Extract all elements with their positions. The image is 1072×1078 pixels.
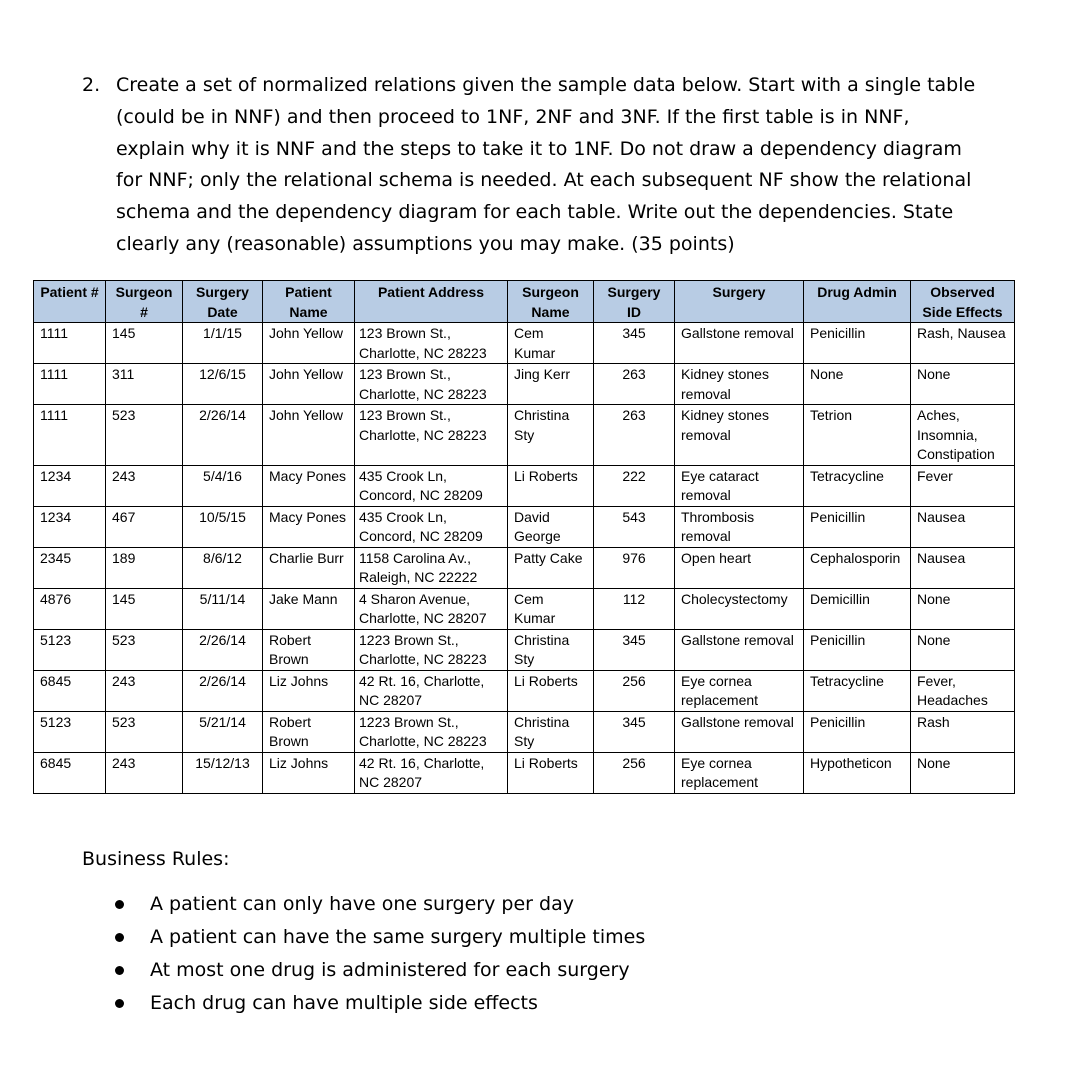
cell-surgeon-num: 189 [106, 547, 183, 588]
cell-surgery-id: 976 [594, 547, 675, 588]
cell-surgeon-name: Christina Sty [508, 629, 594, 670]
cell-surgery-id: 256 [594, 670, 675, 711]
cell-drug-admin: Penicillin [804, 629, 911, 670]
col-header-surgery: Surgery [675, 281, 804, 323]
bullet-icon [115, 900, 124, 909]
cell-surgeon-name: Li Roberts [508, 465, 594, 506]
cell-side-effects: Rash [911, 711, 1015, 752]
question-number: 2. [82, 74, 101, 96]
rule-text: Each drug can have multiple side effects [150, 992, 538, 1014]
cell-surgeon-num: 311 [106, 364, 183, 405]
table-row [34, 711, 1015, 752]
cell-patient-address: 1158 Carolina Av., Raleigh, NC 22222 [355, 547, 508, 588]
table-row [34, 405, 1015, 466]
cell-surgery-id: 543 [594, 506, 675, 547]
cell-patient-address: 435 Crook Ln, Concord, NC 28209 [355, 506, 508, 547]
cell-surgery-date: 12/6/15 [183, 364, 263, 405]
cell-patient-name: Macy Pones [263, 465, 355, 506]
cell-patient-name: Jake Mann [263, 588, 355, 629]
cell-surgery-id: 345 [594, 711, 675, 752]
cell-patient-num: 1111 [34, 323, 106, 364]
cell-surgeon-name: Cem Kumar [508, 588, 594, 629]
list-item [112, 888, 645, 921]
question-text: Create a set of normalized relations given the sample data below. Start with a single table (could be in NNF) and then proceed to 1NF, 2NF and 3NF. If the first table is in NNF, explain why it is NNF and the steps to take it to 1NF. Do not draw a dependency diagram for NNF; only the relational schema is needed. At each subsequent NF show the relational schema and the dependency diagram for each table. Write out the dependencies. State clearly any (reasonable) assumptions you may make. (35 points) [116, 74, 976, 255]
col-header-surgeon-name: Surgeon Name [508, 281, 594, 323]
cell-surgery-id: 345 [594, 323, 675, 364]
rule-text: A patient can have the same surgery multiple times [150, 926, 646, 948]
cell-surgeon-name: David George [508, 506, 594, 547]
cell-patient-num: 4876 [34, 588, 106, 629]
cell-surgeon-num: 243 [106, 670, 183, 711]
cell-surgeon-name: Christina Sty [508, 711, 594, 752]
cell-drug-admin: Tetracycline [804, 670, 911, 711]
cell-surgeon-name: Cem Kumar [508, 323, 594, 364]
col-header-surgeon-num: Surgeon # [106, 281, 183, 323]
cell-patient-address: 435 Crook Ln, Concord, NC 28209 [355, 465, 508, 506]
cell-side-effects: None [911, 364, 1015, 405]
table-row [34, 465, 1015, 506]
rule-text: At most one drug is administered for each surgery [150, 959, 630, 981]
cell-patient-name: Liz Johns [263, 752, 355, 793]
business-rules-list [112, 888, 645, 1020]
cell-drug-admin: Cephalosporin [804, 547, 911, 588]
list-item [112, 954, 645, 987]
cell-surgery: Gallstone removal [675, 323, 804, 364]
cell-surgery-date: 2/26/14 [183, 629, 263, 670]
cell-surgeon-num: 145 [106, 588, 183, 629]
cell-side-effects: Nausea [911, 506, 1015, 547]
cell-drug-admin: Penicillin [804, 711, 911, 752]
cell-surgery-id: 112 [594, 588, 675, 629]
cell-drug-admin: Penicillin [804, 506, 911, 547]
cell-surgeon-num: 145 [106, 323, 183, 364]
cell-surgery: Eye cornea replacement [675, 752, 804, 793]
cell-drug-admin: Tetracycline [804, 465, 911, 506]
cell-drug-admin: Demicillin [804, 588, 911, 629]
cell-surgery-id: 345 [594, 629, 675, 670]
cell-surgeon-num: 243 [106, 465, 183, 506]
cell-surgeon-num: 523 [106, 405, 183, 466]
col-header-surgery-date: Surgery Date [183, 281, 263, 323]
cell-side-effects: Fever [911, 465, 1015, 506]
cell-patient-address: 42 Rt. 16, Charlotte, NC 28207 [355, 670, 508, 711]
table-header-row [34, 281, 1015, 323]
bullet-icon [115, 999, 124, 1008]
cell-drug-admin: Penicillin [804, 323, 911, 364]
cell-patient-name: Robert Brown [263, 711, 355, 752]
cell-surgery-id: 222 [594, 465, 675, 506]
cell-side-effects: Nausea [911, 547, 1015, 588]
cell-patient-name: John Yellow [263, 323, 355, 364]
cell-surgery-date: 8/6/12 [183, 547, 263, 588]
cell-surgery-date: 10/5/15 [183, 506, 263, 547]
col-header-patient-name: Patient Name [263, 281, 355, 323]
cell-side-effects: None [911, 588, 1015, 629]
col-header-patient-num: Patient # [34, 281, 106, 323]
table-row [34, 323, 1015, 364]
cell-surgery-date: 5/4/16 [183, 465, 263, 506]
cell-drug-admin: Hypotheticon [804, 752, 911, 793]
cell-surgeon-num: 523 [106, 629, 183, 670]
bullet-icon [115, 933, 124, 942]
cell-patient-num: 1234 [34, 506, 106, 547]
cell-surgery: Thrombosis removal [675, 506, 804, 547]
cell-patient-num: 5123 [34, 711, 106, 752]
cell-side-effects: Aches, Insomnia, Constipation [911, 405, 1015, 466]
sample-data-table [33, 280, 1015, 794]
col-header-surgery-id: Surgery ID [594, 281, 675, 323]
cell-surgery-date: 2/26/14 [183, 670, 263, 711]
cell-patient-num: 5123 [34, 629, 106, 670]
cell-surgeon-name: Christina Sty [508, 405, 594, 466]
cell-side-effects: None [911, 752, 1015, 793]
cell-patient-num: 1111 [34, 364, 106, 405]
cell-patient-num: 1234 [34, 465, 106, 506]
col-header-patient-address: Patient Address [355, 281, 508, 323]
cell-surgeon-num: 243 [106, 752, 183, 793]
cell-surgeon-name: Li Roberts [508, 670, 594, 711]
cell-surgery: Gallstone removal [675, 629, 804, 670]
col-header-drug-admin: Drug Admin [804, 281, 911, 323]
cell-surgery: Eye cornea replacement [675, 670, 804, 711]
cell-side-effects: Rash, Nausea [911, 323, 1015, 364]
cell-surgery: Gallstone removal [675, 711, 804, 752]
cell-surgery-id: 256 [594, 752, 675, 793]
cell-surgery: Eye cataract removal [675, 465, 804, 506]
business-rules-title: Business Rules: [82, 848, 230, 870]
cell-patient-name: Robert Brown [263, 629, 355, 670]
table-row [34, 364, 1015, 405]
table-row [34, 547, 1015, 588]
cell-patient-address: 1223 Brown St., Charlotte, NC 28223 [355, 629, 508, 670]
list-item [112, 987, 645, 1020]
cell-surgery-id: 263 [594, 405, 675, 466]
bullet-icon [115, 966, 124, 975]
cell-patient-address: 123 Brown St., Charlotte, NC 28223 [355, 323, 508, 364]
table-row [34, 629, 1015, 670]
list-item [112, 921, 645, 954]
cell-surgery: Open heart [675, 547, 804, 588]
cell-patient-name: Macy Pones [263, 506, 355, 547]
cell-patient-address: 123 Brown St., Charlotte, NC 28223 [355, 405, 508, 466]
col-header-side-effects: Observed Side Effects [911, 281, 1015, 323]
cell-patient-address: 4 Sharon Avenue, Charlotte, NC 28207 [355, 588, 508, 629]
cell-patient-name: Liz Johns [263, 670, 355, 711]
cell-side-effects: Fever, Headaches [911, 670, 1015, 711]
cell-patient-address: 1223 Brown St., Charlotte, NC 28223 [355, 711, 508, 752]
cell-patient-name: John Yellow [263, 405, 355, 466]
table-row [34, 588, 1015, 629]
cell-side-effects: None [911, 629, 1015, 670]
cell-surgery: Kidney stones removal [675, 364, 804, 405]
rule-text: A patient can only have one surgery per day [150, 893, 574, 915]
cell-drug-admin: None [804, 364, 911, 405]
cell-patient-name: Charlie Burr [263, 547, 355, 588]
cell-surgery: Cholecystectomy [675, 588, 804, 629]
cell-surgery-id: 263 [594, 364, 675, 405]
cell-surgery-date: 1/1/15 [183, 323, 263, 364]
cell-surgery-date: 2/26/14 [183, 405, 263, 466]
cell-patient-num: 1111 [34, 405, 106, 466]
cell-patient-num: 6845 [34, 670, 106, 711]
table-row [34, 506, 1015, 547]
cell-surgery-date: 15/12/13 [183, 752, 263, 793]
cell-surgery: Kidney stones removal [675, 405, 804, 466]
cell-surgery-date: 5/21/14 [183, 711, 263, 752]
cell-surgeon-name: Patty Cake [508, 547, 594, 588]
cell-patient-num: 6845 [34, 752, 106, 793]
cell-surgeon-num: 467 [106, 506, 183, 547]
cell-surgeon-name: Jing Kerr [508, 364, 594, 405]
cell-patient-address: 42 Rt. 16, Charlotte, NC 28207 [355, 752, 508, 793]
cell-drug-admin: Tetrion [804, 405, 911, 466]
table-row [34, 752, 1015, 793]
cell-surgeon-num: 523 [106, 711, 183, 752]
cell-patient-num: 2345 [34, 547, 106, 588]
cell-surgeon-name: Li Roberts [508, 752, 594, 793]
cell-surgery-date: 5/11/14 [183, 588, 263, 629]
table-row [34, 670, 1015, 711]
cell-patient-name: John Yellow [263, 364, 355, 405]
cell-patient-address: 123 Brown St., Charlotte, NC 28223 [355, 364, 508, 405]
question [82, 70, 982, 261]
